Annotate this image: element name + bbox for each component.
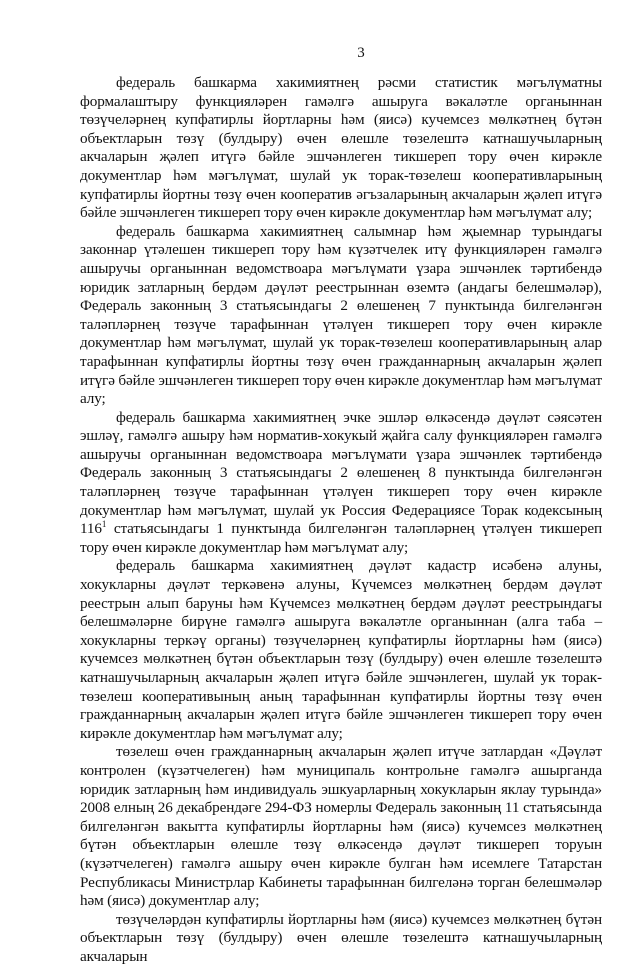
paragraph-3 bbox=[80, 409, 602, 558]
paragraph-3-continuation: статьясындагы 1 пунктында билгеләнгән таләпләрнең үтәлүен тикшереп тору өчен кирәкле документлар һәм мәгълүмат алу; bbox=[80, 520, 602, 556]
footnote-marker: 1 bbox=[101, 519, 107, 530]
paragraph-6: төзүчеләрдән купфатирлы йортларны һәм (яисә) кучемсез мөлкәтнең бүтән объектларын төзү (булдыру) өчен өлешле төзелештә катнашучыларның акчаларын bbox=[80, 910, 602, 965]
paragraph-1: федераль башкарма хакимиятнең рәсми статистик мәгълүматны формалаштыру функцияләрен гамәлгә ашыруга вәкаләтле органыннан төзүчеләрнең купфатирлы йортларны һәм (яисә) кучемсез мөлкәтнең бүтән объектларын төзү (булдыру) өчен өлешле төзелештә катнашучыларның акчаларын җәлеп итүгә бәйле эшчәнлеген тикшереп тору өчен кирәкле документлар һәм мәгълүмат, шулай ук торак-төзелеш кооперативларының купфатирлы йортны төзү өчен кооператив әгъзаларының акчаларын җәлеп итүгә бәйле эшчәнлеген тикшереп тору өчен кирәкле документлар һәм мәгълүмат алу; bbox=[80, 74, 602, 222]
paragraph-2: федераль башкарма хакимиятнең салымнар һәм җыемнар турындагы законнар үтәлешен тикшереп тору һәм күзәтчелек итү функцияләрен гамәлгә ашыручы органыннан ведомствоара мәгълүмати үзара эшчәнлек тәртибендә юридик затларның бердәм дәүләт реестрыннан өземтә (андагы белешмәләр), Федераль законның 3 статьясындагы 2 өлешенең 7 пунктында билгеләнгән таләпләрнең төзүче тарафыннан үтәлүен тикшереп тору өчен кирәкле документлар һәм мәгълүмат, шулай ук торак-төзелеш кооперативларының алар тарафыннан купфатирлы йортны төзү өчен гражданнарның акчаларын җәлеп итүгә бәйле эшчәнлеген тикшереп тору өчен кирәкле документлар һәм мәгълүмат алу; bbox=[80, 222, 602, 408]
paragraph-3-text: федераль башкарма хакимиятнең эчке эшләр өлкәсендә дәүләт сәясәтен эшләү, гамәлгә ашыру һәм норматив-хокукый җайга салу функцияләрен гамәлгә ашыручы органыннан ведомствоара мәгълүмати үзара эшчәнлек тәртибендә Федераль законның 3 статьясындагы 2 өлешенең 8 пунктында билгеләнгән таләпләрнең төзүче тарафыннан үтәлүен тикшереп тору өчен кирәкле документлар һәм мәгълүмат, шулай ук Россия Федерациясе Торак кодексының 116 bbox=[80, 408, 602, 538]
paragraph-4: федераль башкарма хакимиятнең дәүләт кадастр исәбенә алуны, хокукларны дәүләт теркәвенә алуны, Күчемсез мөлкәтнең бердәм дәүләт реестрын алып баруны һәм Күчемсез мөлкәтнең бердәм дәүләт реестрындагы белешмәләрне бирүне гамәлгә ашыруга вәкаләтле органыннан (алга таба – хокукларны теркәү органы) төзүчеләрнең купфатирлы йортларны һәм (яисә) кучемсез мөлкәтнең бүтән объектларын төзү (булдыру) өчен өлешле төзелештә катнашучыларның акчаларын җәлеп итүгә бәйле эшчәнлеген, шулай ук торак-төзелеш кооперативының аның тарафыннан купфатирлы йортны төзү өчен гражданнарның акчаларын җәлеп итүгә бәйле эшчәнлеген тикшереп тору өчен кирәкле документлар һәм мәгълүмат алу; bbox=[80, 557, 602, 742]
paragraph-5: төзелеш өчен гражданнарның акчаларын җәлеп итүче затлардан «Дәүләт контролен (күзәтчелеген) һәм муниципаль контрольне гамәлгә ашырганда юридик затларның һәм индивидуаль эшкуарларның хокукларын яклау турында» 2008 елның 26 декабрендәге 294-ФЗ номерлы Федераль законның 11 статьясында билгеләнгән вакытта купфатирлы йортларны һәм (яисә) кучемсез мөлкәтнең бүтән объектларын өлешле төзү өлкәсендә дәүләт тикшереп торуын (күзәтчелеген) гамәлгә ашыру өчен кирәкле булган һәм исемлеге Татарстан Республикасы Министрлар Кабинеты тарафыннан билгеләнә торган белешмәләр һәм (яисә) документлар алу; bbox=[80, 743, 602, 910]
page-number: 3 bbox=[357, 45, 365, 61]
